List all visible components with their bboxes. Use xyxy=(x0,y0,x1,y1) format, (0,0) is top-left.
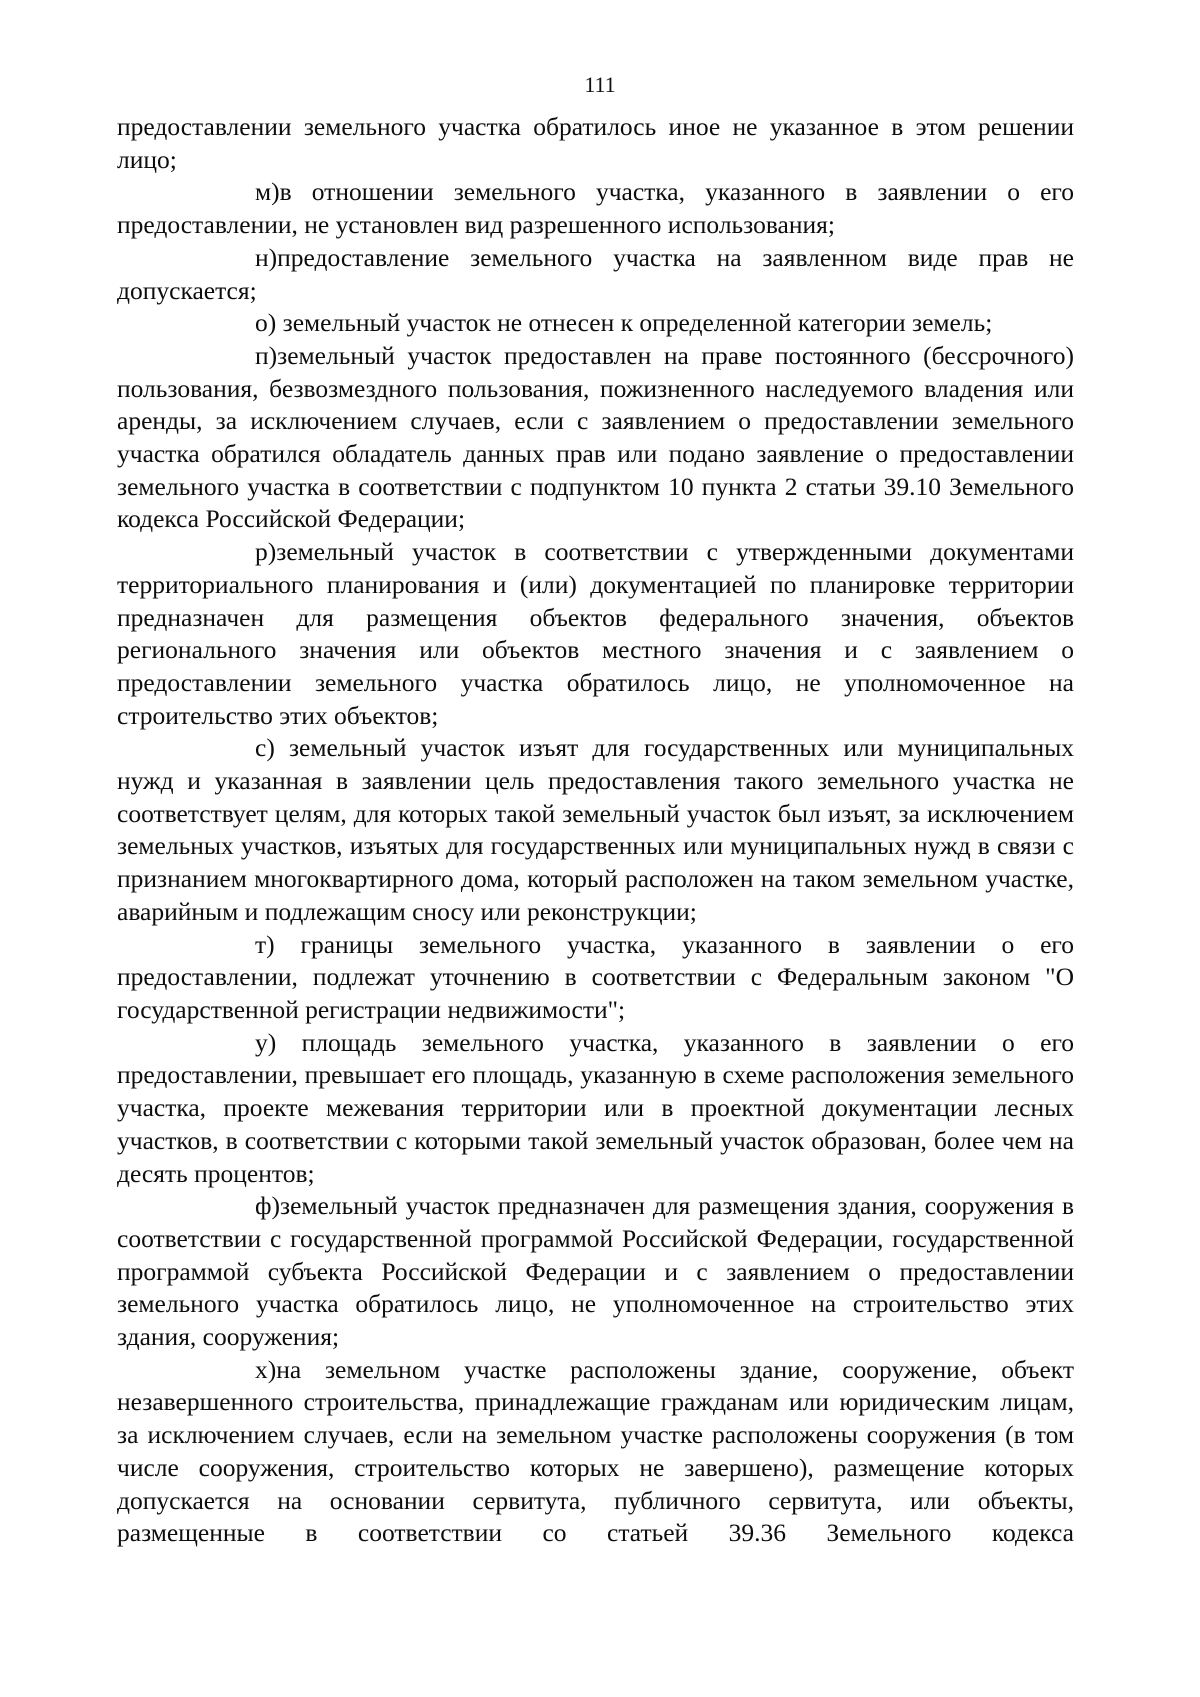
paragraph-item-u xyxy=(117,1027,1074,1191)
paragraph-item-f xyxy=(117,1190,1074,1354)
item-label: т) xyxy=(255,929,275,959)
paragraph-item-m xyxy=(117,176,1074,241)
paragraph-text: предоставление земельного участка на заявленном виде прав не допускается; xyxy=(117,242,1074,305)
item-label: м) xyxy=(255,177,280,207)
item-label: х) xyxy=(255,1354,277,1384)
item-label: с) xyxy=(255,733,275,763)
item-label: у) xyxy=(255,1027,277,1057)
paragraph-text: земельный участок в соответствии с утвержденными документами территориального планирования и (или) документацией по планировке территории предназначен для размещения объектов федерального значения, объектов регионального значения или объектов местного значения и с заявлением о предоставлении земельного участка обратилось лицо, не уполномоченное на строительство этих объектов; xyxy=(117,537,1074,730)
paragraph-item-s xyxy=(117,732,1074,928)
item-label: о) xyxy=(255,308,277,338)
item-label: н) xyxy=(255,242,278,272)
paragraph-item-n xyxy=(117,242,1074,307)
paragraph-item-h xyxy=(117,1354,1074,1550)
item-label: р) xyxy=(255,537,277,567)
paragraph-text: земельный участок предоставлен на праве постоянного (бессрочного) пользования, безвозмездного пользования, пожизненного наследуемого владения или аренды, за исключением случаев, если с заявлением о предоставлении земельного участка обратился обладатель данных прав или подано заявление о предоставлении земельного участка в соответствии с подпунктом 10 пункта 2 статьи 39.10 Земельного кодекса Российской Федерации; xyxy=(117,340,1074,534)
paragraph-text: в отношении земельного участка, указанного в заявлении о его предоставлении, не установлен вид разрешенного использования; xyxy=(117,177,1074,240)
paragraph-continued xyxy=(117,111,1074,176)
item-label: п) xyxy=(255,340,278,370)
paragraph-text: предоставлении земельного участка обратилось иное не указанное в этом решении лицо; xyxy=(117,112,1074,174)
paragraph-item-r xyxy=(117,536,1074,732)
paragraph-text: площадь земельного участка, указанного в заявлении о его предоставлении, превышает его площадь, указанную в схеме расположения земельного участка, проекте межевания территории или в проектной документации лесных участков, в соответствии с которыми такой земельный участок образован, более чем на десять процентов; xyxy=(117,1027,1075,1188)
paragraph-text: границы земельного участка, указанного в заявлении о его предоставлении, подлежат уточнению в соответствии с Федеральным законом "О государственной регистрации недвижимости"; xyxy=(117,929,1075,1024)
paragraph-text: земельный участок изъят для государственных или муниципальных нужд и указанная в заявлении цель предоставления такого земельного участка не соответствует целям, для которых такой земельный участок был изъят, за исключением земельных участков, изъятых для государственных или муниципальных нужд в связи с признанием многоквартирного дома, который расположен на таком земельном участке, аварийным и подлежащим сносу или реконструкции; xyxy=(117,733,1075,926)
paragraph-item-o xyxy=(117,307,1074,340)
document-body xyxy=(117,111,1074,1550)
item-label: ф) xyxy=(255,1191,281,1221)
paragraph-item-p xyxy=(117,340,1074,536)
paragraph-item-t xyxy=(117,929,1074,1027)
paragraph-text: на земельном участке расположены здание, сооружение, объект незавершенного строительства, принадлежащие гражданам или юридическим лицам, за исключением случаев, если на земельном участке расположены сооружения (в том числе сооружения, строительство которых не завершено), размещение которых допускается на основании сервитута, публичного сервитута, или объекты, размещенные в соответствии со статьей 39.36 Земельного кодекса xyxy=(117,1354,1074,1548)
page-number: 111 xyxy=(584,72,616,97)
paragraph-text: земельный участок не отнесен к определенной категории земель; xyxy=(282,308,993,338)
paragraph-text: земельный участок предназначен для размещения здания, сооружения в соответствии с государственной программой Российской Федерации, государственной программой субъекта Российской Федерации и с заявлением о предоставлении земельного участка обратилось лицо, не уполномоченное на строительство этих здания, сооружения; xyxy=(117,1191,1074,1352)
